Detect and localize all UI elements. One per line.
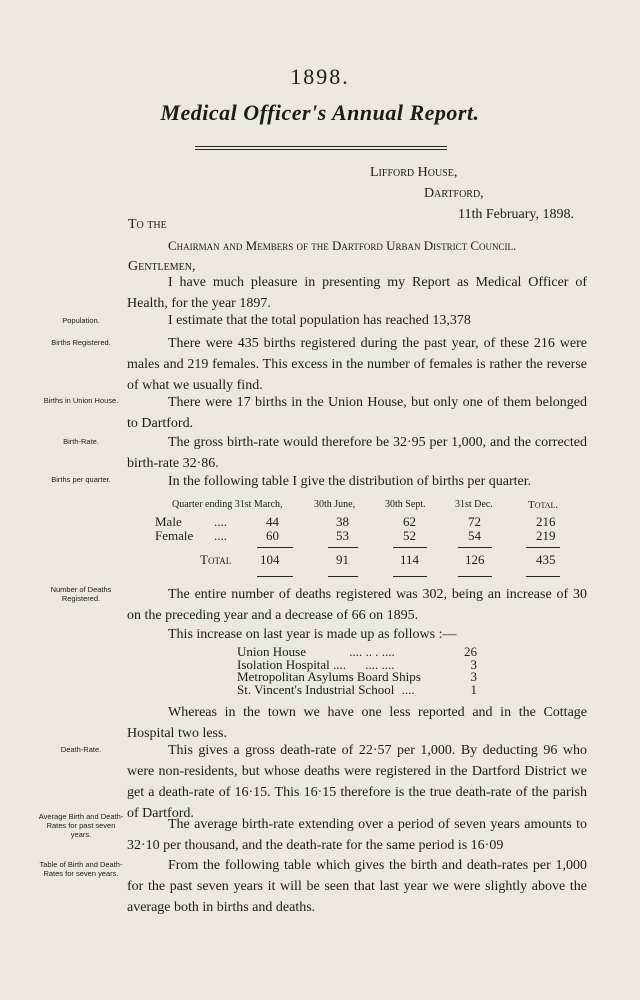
total-rule xyxy=(526,547,560,548)
list-item: Isolation Hospital .... .... .... 3 xyxy=(237,656,477,672)
row-label-male: Male xyxy=(155,514,182,529)
cell-female-total: 219 xyxy=(536,528,556,543)
paragraph-deathrate: This gives a gross death-rate of 22·57 per 1,000. By deducting 96 who were non-residents, but whose deaths were registered in the Dartford District we get a death-rate of 16·15. This 16·15 therefore is the true death-rate of the parish of Dartford. xyxy=(127,743,587,821)
title-rule-bottom xyxy=(195,149,447,150)
cell-male-q2: 38 xyxy=(336,514,349,529)
cell-male-total: 216 xyxy=(536,514,556,529)
list-item: Metropolitan Asylums Board Ships 3 xyxy=(237,669,477,684)
cell-male-q4: 72 xyxy=(468,514,481,529)
total-underline xyxy=(458,576,492,577)
table-header-q3: 30th Sept. xyxy=(385,499,426,510)
paragraph-intro: I have much pleasure in presenting my Report as Medical Officer of Health, for the year 1897. xyxy=(127,275,587,311)
table-header-q2: 30th June, xyxy=(314,499,356,510)
title-rule-top xyxy=(195,146,447,147)
cell-female-q2: 53 xyxy=(336,528,349,543)
table-header-total: Total. xyxy=(528,499,559,511)
births-table xyxy=(150,496,590,578)
total-rule xyxy=(458,547,492,548)
paragraph-following: From the following table which gives the birth and death-rates per 1,000 for the past seven years it will be seen that last year we were slightly above the average both in births and deaths. xyxy=(127,858,587,915)
paragraph-births: There were 435 births registered during the past year, of these 216 were males and 219 females. This excess in the number of females is rather the reverse of what we usually find. xyxy=(127,336,587,393)
row-dots-male: .... xyxy=(214,514,227,529)
paragraph-birthrate: The gross birth-rate would therefore be 32·95 per 1,000, and the corrected birth-rate 32·86. xyxy=(127,435,587,471)
paragraph-average: The average birth-rate extending over a period of seven years amounts to 32·10 per thousand, and the death-rate for the same period is 16·09 xyxy=(127,817,587,853)
row-label-female: Female xyxy=(155,528,194,543)
margin-note-births: Births Registered. xyxy=(51,338,111,347)
letter-date: 11th February, 1898. xyxy=(458,207,574,222)
cell-female-q4: 54 xyxy=(468,528,481,543)
margin-note-quarter: Births per quarter. xyxy=(51,475,111,484)
margin-note-table: Table of Birth and Death-Rates for seven years. xyxy=(39,860,123,878)
address-line-1: Lifford House, xyxy=(370,165,458,180)
row-dots-female: .... xyxy=(214,528,227,543)
margin-note-deathrate: Death-Rate. xyxy=(60,745,102,754)
report-year: 1898. xyxy=(290,64,350,89)
table-header-q4: 31st Dec. xyxy=(455,499,493,510)
total-rule xyxy=(393,547,427,548)
margin-note-population: Population. xyxy=(62,316,100,325)
paragraph-whereas: Whereas in the town we have one less reported and in the Cottage Hospital two less. xyxy=(127,705,587,741)
total-underline xyxy=(257,576,293,577)
cell-male-q1: 44 xyxy=(266,514,279,529)
address-line-2: Dartford, xyxy=(424,186,484,201)
salutation-to: To the xyxy=(128,217,167,232)
cell-total-q1: 104 xyxy=(260,552,280,567)
cell-total-q4: 126 xyxy=(465,552,485,567)
total-underline xyxy=(526,576,560,577)
cell-total-all: 435 xyxy=(536,552,556,567)
paragraph-quarter: In the following table I give the distribution of births per quarter. xyxy=(168,474,532,489)
list-item: Union House .... .. . .... 26 xyxy=(237,644,477,659)
total-underline xyxy=(328,576,358,577)
cell-male-q3: 62 xyxy=(403,514,416,529)
row-label-total: Total xyxy=(200,552,232,567)
greeting: Gentlemen, xyxy=(128,259,196,274)
report-title: Medical Officer's Annual Report. xyxy=(160,100,480,125)
paragraph-increase-intro: This increase on last year is made up as follows :— xyxy=(168,627,457,642)
total-underline xyxy=(393,576,427,577)
paragraph-deaths: The entire number of deaths registered was 302, being an increase of 30 on the preceding year and a decrease of 66 on 1895. xyxy=(127,587,587,623)
margin-note-union: Births in Union House. xyxy=(43,396,119,405)
cell-total-q2: 91 xyxy=(336,552,349,567)
paragraph-union: There were 17 births in the Union House, but only one of them belonged to Dartford. xyxy=(127,395,587,431)
list-item: St. Vincent's Industrial School .... 1 xyxy=(237,681,477,697)
addressee: Chairman and Members of the Dartford Urban District Council. xyxy=(168,238,517,253)
table-header-q1: Quarter ending 31st March, xyxy=(172,499,283,510)
margin-note-birthrate: Birth-Rate. xyxy=(63,437,99,446)
margin-note-average: Average Birth and Death-Rates for past seven years. xyxy=(38,812,124,839)
paragraph-population: I estimate that the total population has reached 13,378 xyxy=(168,313,471,328)
increase-list xyxy=(237,646,477,696)
total-rule xyxy=(257,547,293,548)
total-rule xyxy=(328,547,358,548)
cell-total-q3: 114 xyxy=(400,552,420,567)
margin-note-deaths: Number of Deaths Registered. xyxy=(50,585,112,603)
cell-female-q1: 60 xyxy=(266,528,279,543)
cell-female-q3: 52 xyxy=(403,528,416,543)
